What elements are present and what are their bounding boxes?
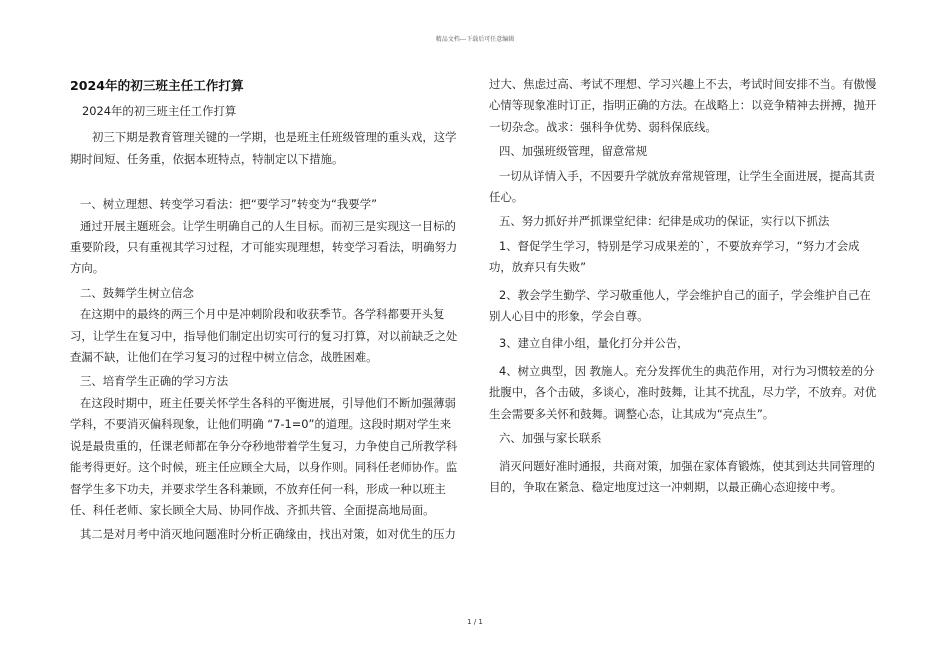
section-4-body: 一切从详情入手，不因要升学就放弃常规管理，让学生全面进展，提高其责任心。 — [489, 168, 875, 205]
section-3-body: 在这段时期中，班主任要关怀学生各科的平衡进展，引导他们不断加强薄弱学科，不要消灭偏科现象，让他们明确 “7-1=0”的道理。这段时期对学生来说是最贵重的，任课老师都在争分夺秒地带着学生复习，力争使自己所教学科能考得更好。这个时候，班主任应顾全大局，以身作则。同科任老师协作。监督学生多下功夫，并要求学生各科兼顾，不放弃任何一科，形成一种以班主任、科任老师、家长顾全大局、协同作战、齐抓共管、全面提高地局面。 — [70, 395, 458, 517]
left-column — [70, 74, 462, 546]
section-5-item-3: 3、建立自律小组，量化打分并公告， — [499, 336, 689, 351]
document-title: 2024年的初三班主任工作打算 — [70, 78, 244, 93]
section-1-heading: 一、树立理想、转变学习看法：把“要学习”转变为“我要学” — [80, 197, 377, 212]
section-3-body-2: 其二是对月考中消灭地问题准时分析正确缘由，找出对策，如对优生的压力 — [80, 527, 456, 542]
section-2-heading: 二、鼓舞学生树立信念 — [80, 285, 194, 300]
section-4-heading: 四、加强班级管理，留意常规 — [499, 144, 648, 159]
section-5-heading: 五、努力抓好并严抓课堂纪律：纪律是成功的保证，实行以下抓法 — [499, 214, 830, 229]
section-3-heading: 三、培育学生正确的学习方法 — [80, 374, 229, 389]
document-subtitle: 2024年的初三班主任工作打算 — [82, 104, 237, 118]
section-5-item-1: 1、督促学生学习，特别是学习成果差的`，不要放弃学习，“努力才会成功，放弃只有失败” — [489, 238, 860, 275]
header-note: 精品文档---下载后可任意编辑 — [435, 36, 515, 43]
right-column — [489, 74, 881, 498]
section-2-body: 在这期中的最终的两三个月中是冲刺阶段和收获季节。各学科都要开头复习，让学生在复习中，指导他们制定出切实可行的复习打算，对以前缺乏之处查漏不缺，让他们在学习复习的过程中树立信念，战胜困难。 — [70, 307, 458, 365]
intro-paragraph: 初三下期是教育管理关键的一学期，也是班主任班级管理的重头戏，这学期时间短、任务重，依据本班特点，特制定以下措施。 — [70, 130, 457, 166]
section-5-item-2: 2、教会学生勤学、学习敬重他人，学会维护自己的面子，学会维护自己在别人心目中的形象，学会自尊。 — [489, 287, 871, 324]
blank-line — [70, 170, 462, 191]
section-5-item-4: 4、树立典型，因 教施人。充分发挥优生的典范作用，对行为习惯较差的分批腹中，各个击破，多谈心，准时鼓舞，让其不扰乱，尽力学，不放弃。对优生会需要多关怀和鼓舞。调整心态，让其成为“亮点生”。 — [489, 363, 877, 421]
section-6-body: 消灭问题好准时通报，共商对策，加强在家体育锻炼，使其到达共同管理的目的，争取在紧急、稳定地度过这一冲刺期，以最正确心态迎接中考。 — [489, 458, 875, 494]
page-number: 1 / 1 — [467, 618, 483, 626]
section-6-heading: 六、加强与家长联系 — [499, 431, 602, 446]
section-3-body-2-continued: 过大、焦虑过高、考试不理想、学习兴趣上不去，考试时间安排不当。有傲慢心情等现象准时订正，指明正确的方法。在战略上：以竞争精神去拼搏，抛开一切杂念。战求：强科争优势、弱科保底线。 — [489, 77, 877, 134]
section-1-body: 通过开展主题班会。让学生明确自己的人生目标。而初三是实现这一目标的重要阶段，只有重视其学习过程，才可能实现理想，转变学习看法，明确努力方向。 — [70, 218, 458, 276]
